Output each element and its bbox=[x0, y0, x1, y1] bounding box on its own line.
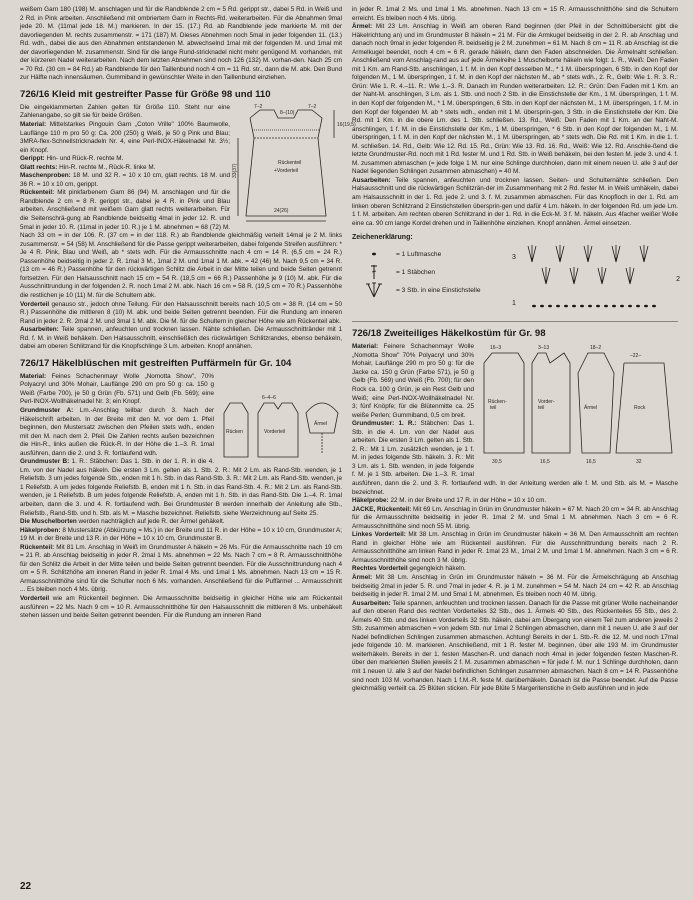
s3-jacke: JACKE, Rückenteil: Mit 69 Lm. Anschlag in Grün im Grundmuster häkeln = 67 M. Nach 20 cm = 34 R. ab Anschlag für die Armausschnitte beidseitig in jeder R. 1mal 2 M. und 5mal 1 M. abnehmen. Nach 3 cm = 6 R. Armausschnitthöhe sind noch 55 M. übrig. bbox=[352, 505, 678, 530]
chart-row-number-3: 3 bbox=[512, 254, 516, 262]
s2-grund: Grundmuster A: Lm.-Anschlag teilbar durch 3. Nach der Häkelschrift arbeiten. In der Breite mit den M. vor dem 1. Pfeil beginnen, den Mustersatz zwischen den Pfeilen stets wdh., enden mit den M. nach dem 2. Pfeil. Die Zahlen rechts außen bezeichnen die Hin-R., links außen die Rück-R. In der Höhe die 1.–3. R. 1mal ausführen, dann die 2. und 3. R. fortlaufend wdh. bbox=[20, 406, 214, 457]
legend-row-dc bbox=[352, 263, 502, 281]
s1-material: Material: Mittelstarkes Pingouin Garn „Coton Vrille" 100% Baumwolle, Lauflänge 110 m pro 50 g: Ca. 200 (250) g Weiß, je 50 g Pink und Blau; 3MRA-flex-Schnellstricknadeln Nr. 4, eine Perl-INOX-Häkelnadel Nr. 3½; ein Knopf. bbox=[20, 121, 230, 154]
svg-text:8–(10): 8–(10) bbox=[280, 109, 295, 116]
aus-paragraph: Ausarbeiten: Teile spannen, anfeuchten und trocknen lassen. Seiten- und Schulternähte schließen. Den Halsausschnitt und die rückwärtigen Schlitzrän-der im Zusammenhang mit 2 Rd. fester M. in Weiß umhäkeln, dabei am Halsausschnitt in der 1. Rd. jede 2. und 3. f. M. zusammen abmaschen. Für das Knopfloch in der 1. Rd. am linken oberen Schlitzrand 2 Einstichstellen übersprin-gen und dafür 4 Lm. häkeln. In der folgenden Rd. um jede Lm. 1 f. M. arbeiten. Am rechten oberen Schlitzrand in der 1. Rd. in die Eck-M. 3 f. M. häkeln. Aus 4facher weißer Wolle eine ca. 90 cm lange Kordel drehen und in Taillenhöhe einziehen. Knopf annähen. Ärmel einsetzen. bbox=[352, 176, 678, 227]
s2-grundB: Grundmuster B: 1. R.: Stäbchen: Das 1. Stb. in der 1. R. in die 4. Lm. von der Nadel aus häkeln. Die ersten 3 Lm. gelten als 1. Stb. 2. R.: Mit 2 Lm. als Rand-Stb. wenden, je 1 Reliefstb. 3 um jedes folgende Stb., enden mit 1 h. Stb. in das Rand-Stb. 3. R.: Mit 2 Lm. als Rand-Stb. wenden, je 1 Reliefstb. A um jedes folgende Reliefstb. B, enden mit 1 h. Stb. in das Rand-Stb. 4. R.: Mit 2 Lm. als Rand-Stb. wenden, je 1 Reliefstb. B um jedes folgende Reliefstb. A, enden mit 1 h. Stb. in das Rand-Stb. Die 1.–4. R. 1mal arbeiten, dann die 3. und 4. R. fortlaufend wdh. Bei Grundmuster B werden innerhalb der Anleitung alle Stb., Reliefstb., Rand-Stb. und h. Stb. als M. = Masche bezeichnet. Reliefstb. siehe Werzeichnung auf Seite 25. bbox=[20, 458, 342, 517]
svg-text:Rücken: Rücken bbox=[226, 428, 243, 435]
left-column bbox=[20, 6, 356, 621]
svg-text:+Vorderteil: +Vorderteil bbox=[274, 167, 299, 174]
svg-text:16,5: 16,5 bbox=[586, 459, 596, 466]
svg-text:7–2: 7–2 bbox=[254, 103, 263, 110]
chart-row-number-2: 2 bbox=[676, 276, 680, 284]
right-column bbox=[352, 6, 678, 694]
s3-probe: Häkelprobe: 22 M. in der Breite und 17 R. in der Höhe = 10 x 10 cm. bbox=[352, 497, 547, 505]
s1-intro: Die eingeklammerten Zahlen gelten für Größe 110. Steht nur eine Zahlenangabe, so gilt sie für beide Größen. bbox=[20, 103, 230, 120]
svg-text:30,5: 30,5 bbox=[492, 459, 502, 466]
page-number: 22 bbox=[20, 881, 32, 892]
section-title-726-16: 726/16 Kleid mit gestreifter Passe für Größe 98 und 110 bbox=[20, 88, 271, 100]
blouse-schematic bbox=[218, 373, 342, 461]
svg-text:–22–: –22– bbox=[630, 353, 642, 360]
svg-text:18–2: 18–2 bbox=[590, 345, 602, 352]
legend-row-chain bbox=[352, 245, 502, 263]
legend-label-chain: = 1 Luftmasche bbox=[396, 250, 442, 258]
svg-text:16–3: 16–3 bbox=[490, 345, 502, 352]
svg-text:teil: teil bbox=[490, 405, 497, 412]
s1-probe: Maschenproben: 18 M. und 32 R. = 10 x 10 cm, glatt rechts. 18 M. und 36 R. = 10 x 10 cm, gerippt. bbox=[20, 172, 230, 188]
svg-text:33(37): 33(37) bbox=[232, 163, 238, 178]
legend-label-3dc: = 3 Stb. in eine Einstichstelle bbox=[396, 286, 481, 294]
legend-title: Zeichenerklärung: bbox=[352, 234, 413, 242]
s1-ruecken: Rückenteil: Mit pinkfarbenem Garn 86 (94) M. anschlagen und für die Randblende 2 cm = 8 R. gerippt str., dabei je 4 R. in Pink und Blau arbeiten. Anschließend mit weißem Garn glatt rechts weiterarbeiten. Für die Seitenschrä-gung ab Randblende beidseitig 4mal in jeder 12. R. und 5mal in jeder 10. R. (11mal in jeder 10. R.) je 1 M. abnehmen = 68 (72) M. Nach 33 cm = in der 106. R. (37 cm = in der 118. R.) ab Randblende gleichmäßig verteilt 14mal je 2 M. links zusammenstr. = 54 (58) M. Anschließend für die Passe gerippt weiterarbeiten, dabei folgende Streifen ausführen: * Je 4 R. Pink, Blau und Weiß, ab * stets wdh. Für die Armausschnitte nach 4 cm = 14 R. (6,5 cm = 24 R.) Passenhöhe beidseitig in jeder 2. R. 1mal 3 M., 1mal 2 M. und 1mal 1 M. abk. = 42 (46) M. Nach 9,5 cm = 34 R. (13 cm = 46 R.) Passenhöhe für den rückwärtigen Schlitz die Arbeit in der Mitte teilen und beide Seiten getrennt fortsetzen. Für den Halsausschnitt nach 15 cm = 54 R. (18,5 cm = 66 R.) Passenhöhe je 9 (10) M. abk. Für die Ausschnittrundung in der folgenden 2. R. noch 1mal 2 M. abk. Nach 16 cm = 58 R. (19,5 cm = 70 R.) Passenhöhe die restlichen je 10 (11) M. für die Schultern abk. bbox=[20, 189, 342, 299]
section-title-726-18: 726/18 Zweiteiliges Häkelkostüm für Gr. 98 bbox=[352, 328, 546, 340]
svg-text:Ärmel: Ärmel bbox=[584, 405, 598, 412]
svg-text:24(26): 24(26) bbox=[274, 207, 289, 214]
svg-text:32: 32 bbox=[636, 459, 642, 466]
svg-text:Rückenteil: Rückenteil bbox=[278, 159, 302, 166]
suit-pattern-diagram bbox=[478, 343, 678, 475]
svg-text:3–13: 3–13 bbox=[538, 345, 550, 352]
s2-material: Material: Feines Schachenmayr Wolle „Nomotta Show", 70% Polyacryl und 30% Mohair, Lauflänge 290 cm pro 50 g: ca. 150 g Weiß (Farbe 700), je 50 g Grün (Fb. 571) und Gelb (Fb. 569); eine Perl-INOX-Wollhäkelnadel Nr. 3; ein Knopf. bbox=[20, 372, 214, 406]
section-title-726-17: 726/17 Häkelblüschen mit gestreiften Puffärmeln für Gr. 104 bbox=[20, 357, 292, 369]
svg-text:16,5: 16,5 bbox=[540, 459, 550, 466]
dress-pattern-diagram bbox=[232, 103, 356, 224]
legend-row-3dc bbox=[352, 281, 502, 299]
s2-muschel: Die Muschelborten werden nachträglich auf jede R. der Ärmel gehäkelt. bbox=[20, 518, 225, 526]
svg-text:6–4–6: 6–4–6 bbox=[262, 394, 276, 401]
s2-vorder: Vorderteil wie am Rückenteil beginnen. Die Armausschnitte beidseitig in gleicher Höhe wie am Rückenteil ausführen = 22 Ms. Nach 9 cm = 10 R. Armausschnitthöhe für den Halsausschnitt die mittleren 8 Ms. unbehäkelt stehen lassen und beide Seiten getrennt beenden. Für die Rundung am inneren Rand bbox=[20, 595, 342, 620]
crochet-chart-block bbox=[352, 234, 678, 318]
divider bbox=[352, 321, 678, 322]
s1-vorder: Vorderteil genauso str., jedoch ohne Teilung. Für den Halsausschnitt bereits nach 10,5 cm = 38 R. (14 cm = 50 R.) Passenhöhe die mittleren 8 (10) M. abk. und beide Seiten getrennt beenden. Für die Rundung am inneren Rand in jeder 2. R. 2mal 2 M. und 3mal 1 M. abk. Die M. für die Schultern in gleicher Höhe wie am Rückenteil abk. bbox=[20, 300, 342, 325]
chain-stitch-icon bbox=[352, 249, 396, 259]
svg-text:Ärmel: Ärmel bbox=[314, 420, 328, 427]
s3-aus: Ausarbeiten: Teile spannen, anfeuchten und trocknen lassen. Danach für die Passe mit grüner Wolle nacheinander auf den oberen Rand des rechten Vorderteiles 32 Stb., des 1. Ärmels 40 Stb., des Rückenteiles 55 Stb., des 2. Ärmels 40 Stb. und des linken Vorderteils 32 Stb. häkeln, dabei am Übergang von einem Teil zum anderen jeweils 2 Stb. zusammen abmaschen = von jedem Stb. nur 1mal 2 Schlingen abmaschen, dann mit 1 neuen U. alle 3 auf der Nadel befindlichen Schlingen zusammen abmaschen. Achtung! Bereits in der 1. Stb.-R. die 12. M. und noch 17mal jede folgende 10. M. markieren. Anschließend, mit 1 R. fester M. beginnen, über alle 193 M. im Grundmuster weiterhäkeln. Bereits in der 1. festen Maschen-R. und danach noch 4mal in jeder folgenden festen Maschen-R. über den markierten Stellen jeweils 2 f. M. zusammen abmaschen = für jede f. M. nur 1 Schlinge durchholen, dann mit 1 neuen U. alle 3 auf der Nadel befindlichen Schlingen zusammen abmaschen. Nach 8 cm = 14 R. Passenhöhe sind noch 103 M. vorhanden. Nach 1 f.M.-R. feste M. darüberhäkeln. Danach ist die Passe beendet. Auf die Passe gleichmäßig verteilt ca. 25 Blüten sticken. Für jede Blüte 5 Margeritenstiche in Gelb ausführen und in jede bbox=[352, 599, 678, 693]
s1-gerippt: Gerippt: Hin- und Rück-R. rechte M. bbox=[20, 155, 124, 163]
s2-probe: Häkelproben: 8 Mustersätze (Abkürzung = Ms.) in der Breite und 11 R. in der Höhe = 10 x 10 cm, Grundmuster A; 19 M. in der Breite und 13 R. in der Höhe = 10 x 10 cm, Grundmuster B. bbox=[20, 526, 343, 543]
aermel-paragraph: Ärmel: Mit 23 Lm. Anschlag in Weiß am oberen Rand beginnen (der Pfeil in der Schnittübersicht gibt die Häkelrichtung an) und im Grundmuster B häkeln = 21 M. Für die Armkugel beidseitig in der 2. R. ab Anschlag und danach noch 9mal in jeder folgenden R. beidseitig je 2 M. zunehmen = 61 M. Nach 8 cm = 11 R. ab Anschlag ist die Armelkugel beendet, noch 4 cm = 6 R. gerade häkeln, dann den Faden abschneiden. Die Ärmelnaht schließen. Anschließend vom Anschlag-rand aus auf jede Ärmelreihe 1 Muschelborte häkeln wie folgt: 1. R., Weiß: Den Faden mit 1 Km. am Rand-Stb. anschlingen, 1 f. M. in den Kopf desselben M., * 1 M. überspringen, 6 Stb. in den Kopf der folgenden M., 1 M. überspringen, 1 f. M. in den Kopf der nächsten M., ab * stets wdh., 2. R., Gelb: Wie 1. R. 3. R.: Grün: Wie 1. R. 4.–11. R.: Wie 1.–3. R. Danach im Runden weiterarbeiten. 12. R.: Grün: Den Faden mit 1 Km. an der Naht-M. anschlingen, 3 Lm. als 1. Stb. und noch 2 Stb. in die Einstichstelle der Km., 1 M. überspringen, 1 f. M. in den Kopf der folgenden M., * 1 M. überspringen, 6 Stb. in den Kopf der nächsten M., 1 M. überspringen, 1 f. M. in den Kopf der folgenden M. ab * stets wdh., enden mit 1 M. übersprin-gen, 3 Stb. in die Einstichstelle der Km. Die Rd. mit 1 Km. in die obere Lm. des 1. Stb. schließen. 13. Rd., Weiß: Den Faden mit 1 Km. an der Naht-M. anschlingen, 1 f. M. in die Einstichstelle der Km., 1 M. überspringen, * 6 Stb. in den Kopf der folgenden M., 1 M. überspringen, 1 f. M. in den Kopf der nächsten M., 1 M. überspringen, ab * stets wdh. Die Rd. mit 1 Km. in die 1. f. M. schließen. 14. Rd., Gelb: Wie 12. Rd. 15. Rd., Grün: Wie 13. Rd. 16. Rd., Weiß: Wie 12. Rd. Anschlie-ßend die letzte Grundmuster-Rd. noch mit 1 Rd. fester M. und 1 Rd. Stb. in Weiß behäkeln, bei den festen M. jede 3. und 4. f. M. zusammen abmaschen (= jede folge 1 M. nur eine Schlinge durchholen, dann mit einem neuen U. alle 3 auf der Nadel liegenden Schlingen zusammen abmaschen) = 40 M. bbox=[352, 23, 678, 176]
s1-aus: Ausarbeiten: Teile spannen, anfeuchten und trocknen lassen. Nähte schließen. Die Armausschnittränder mit 1 Rd. f. M. in Weiß behäkeln. Den Halsausschnitt, einschließlich des rückwärtigen Schlitzrandes, ebenso behäkeln, dabei am oberen Schlitzrand für die Knopfschlinge 3 Lm. arbeiten. Knopf annähen. bbox=[20, 326, 342, 351]
legend-label-dc: = 1 Stäbchen bbox=[396, 268, 436, 276]
three-dc-one-stitch-icon bbox=[352, 282, 396, 298]
svg-text:Vorderteil: Vorderteil bbox=[264, 428, 286, 435]
svg-text:7–2: 7–2 bbox=[308, 103, 317, 110]
s3-rechts: Rechtes Vorderteil gegengleich häkeln. bbox=[352, 565, 466, 573]
crochet-chart bbox=[512, 240, 680, 314]
right-intro-text: in jeder R. 1mal 2 Ms. und 1mal 1 Ms. abnehmen. Nach 13 cm = 15 R. Armausschnitthöhe sind die Schultern erreicht. Es bleiben noch 4 Ms. übrig. bbox=[352, 6, 678, 22]
svg-text:Rock: Rock bbox=[634, 405, 646, 412]
suit-schematic bbox=[478, 343, 678, 475]
svg-text:16(19,5): 16(19,5) bbox=[337, 121, 356, 128]
s3-material: Material: Feinere Schachenmayr Wolle „Nomotta Show" 70% Polyacryl und 30% Mohair, Lauflänge 290 m pro 50 g: für die Jacke ca. 150 g Grün (Farbe 571), je 50 g Gelb (Fb. 569) und Weiß (Fb. 700); für den Rock ca. 100 g Grün, je ein Rest Gelb und Weiß; eine Perl-INOX-Wollhäkelnadel Nr. 3; fünf Knöpfe; für die Blütenmitte ca. 25 weiße Perlen; Gummiband, 0,5 cm breit. bbox=[352, 343, 474, 419]
double-crochet-icon bbox=[352, 264, 396, 280]
blouse-pattern-diagram bbox=[218, 373, 342, 461]
dress-schematic bbox=[232, 103, 356, 224]
s3-links: Linkes Vorderteil: Mit 38 Lm. Anschlag in Grün im Grundmuster häkeln = 36 M. Den Armausschnitt am rechten Rand in gleicher Höhe wie am Rückenteil ausführen. Für die Ausschnittrundung bereits nach 2 R. Armausschnitthöhe am linken Rand in jeder R. 1mal 23 M., 1mal 2 M. und 1mal 1 M. abnehmen. Nach 3 cm = 6 R. Armausschnitthöhe sind noch 3 M. übrig. bbox=[352, 531, 678, 564]
intro-paragraph: weißem Garn 180 (198) M. anschlagen und für die Randblende 2 cm = 5 Rd. gerippt str., dabei 5 Rd. in Weiß und 2 Rd. in Pink arbeiten. Anschließend mit ombriertem Garn in Rechts-Rd. weiterarbeiten. Für die Abnahmen 9mal jede 20. M. (11mal jede 18. M.) markieren. In der 15. (17.) Rd. ab Randblende jede markierte M. mit der davorliegenden M. rechts zusammenstr. = 171 (187) M. Dieses Abnehmen noch 5mal in jeder folgenden 11. (13.) Rd. wdh., dabei die aus den Abnahmen entstandenen M. abwechselnd 1mal mit der folgenden M. und 1mal mit der davorliegenden M. zusammenstr. Sind für die lange Rund-stricknadel nicht mehr genügend M. vorhanden, mit der kürzeren Nadel weiterarbeiten. Nach dem letzten Abnehmen sind noch 126 (132) M. vorhan-den. Nach 25 cm = 70 Rd. (30 cm = 84 Rd.) ab Randblende für den Taillenbund noch 4 cm = 11 Rd. str., dann die M. abk. Den Bund zur Hälfte nach innensäumen. Gummiband in gewünschter Weite in den Taillenbund einziehen. bbox=[20, 6, 342, 82]
s2-ruecken: Rückenteil: Mit 81 Lm. Anschlag in Weiß im Grundmuster A häkeln = 26 Ms. Für die Armausschnitte nach 19 cm = 21 R. ab Anschlag beidseitig in jeder R. 2mal 1 Ms. abnehmen = 22 Ms. Nach 7 cm = 8 R. Armausschnitthöhe für den Schlitz die Arbeit in der Mitte teilen und beide Seiten getrennt beenden. Für die Ausschnittrundung nach 4 cm = 5 R. Schlitzhöhe am inneren Rand in jeder R. 1mal 4 Ms. und 1mal 1 Ms. abnehmen. Nach 13 cm = 15 R. Armausschnitthöhe sind für die Schulter noch 6 Ms. vorhanden. Anschließend für die Puffärmel ... Armausschnitt ... Es bleiben noch 4 Ms. übrig. bbox=[20, 543, 342, 594]
svg-text:Rücken-: Rücken- bbox=[488, 399, 507, 406]
s3-aermel: Ärmel: Mit 38 Lm. Anschlag in Grün im Grundmuster häkeln = 36 M. Für die Ärmelschrägung ab Anschlag beidseitig 2mal in jeder 5. R. und 7mal in jeder 4. R. je 1 M. zunehmen = 54 M. Nach 24 cm = 42 R. ab Anschlag beidseitig in jeder R. 1mal 2 M. und 5mal 1 M. abnehmen. Es bleiben noch 40 M. übrig. bbox=[352, 573, 678, 599]
svg-text:Vorder-: Vorder- bbox=[538, 399, 555, 406]
chart-row-3 bbox=[528, 245, 648, 262]
crochet-chart-svg bbox=[524, 240, 674, 314]
chart-row-number-1: 1 bbox=[512, 300, 516, 308]
svg-text:teil: teil bbox=[538, 405, 545, 412]
right-intro bbox=[352, 6, 678, 228]
chart-row-2 bbox=[542, 267, 634, 284]
s3-grund: Grundmuster: 1. R.: Stäbchen: Das 1. Stb. in die 4. Lm. von der Nadel aus arbeiten. Die ersten 3 Lm. gelten als 1. Stb. 2. R.: Mit 1 Lm. zusätzlich wenden, je 1 f. M. in jedes folgende Stb. häkeln. 3. R.: Mit 3 Lm. als 1. Stb. wenden, in jede folgende f. M. je 1 Stb. arbeiten. Die 1.–3. R. 1mal ausführen, dann die 2. und 3. R. fortlaufend wdh. In der Anleitung werden alle f. M. und Stb. als M. = Masche bezeichnet. bbox=[352, 420, 678, 496]
s1-glatt: Glatt rechts: Hin-R. rechte M., Rück-R. linke M. bbox=[20, 163, 156, 171]
legend bbox=[352, 234, 502, 299]
